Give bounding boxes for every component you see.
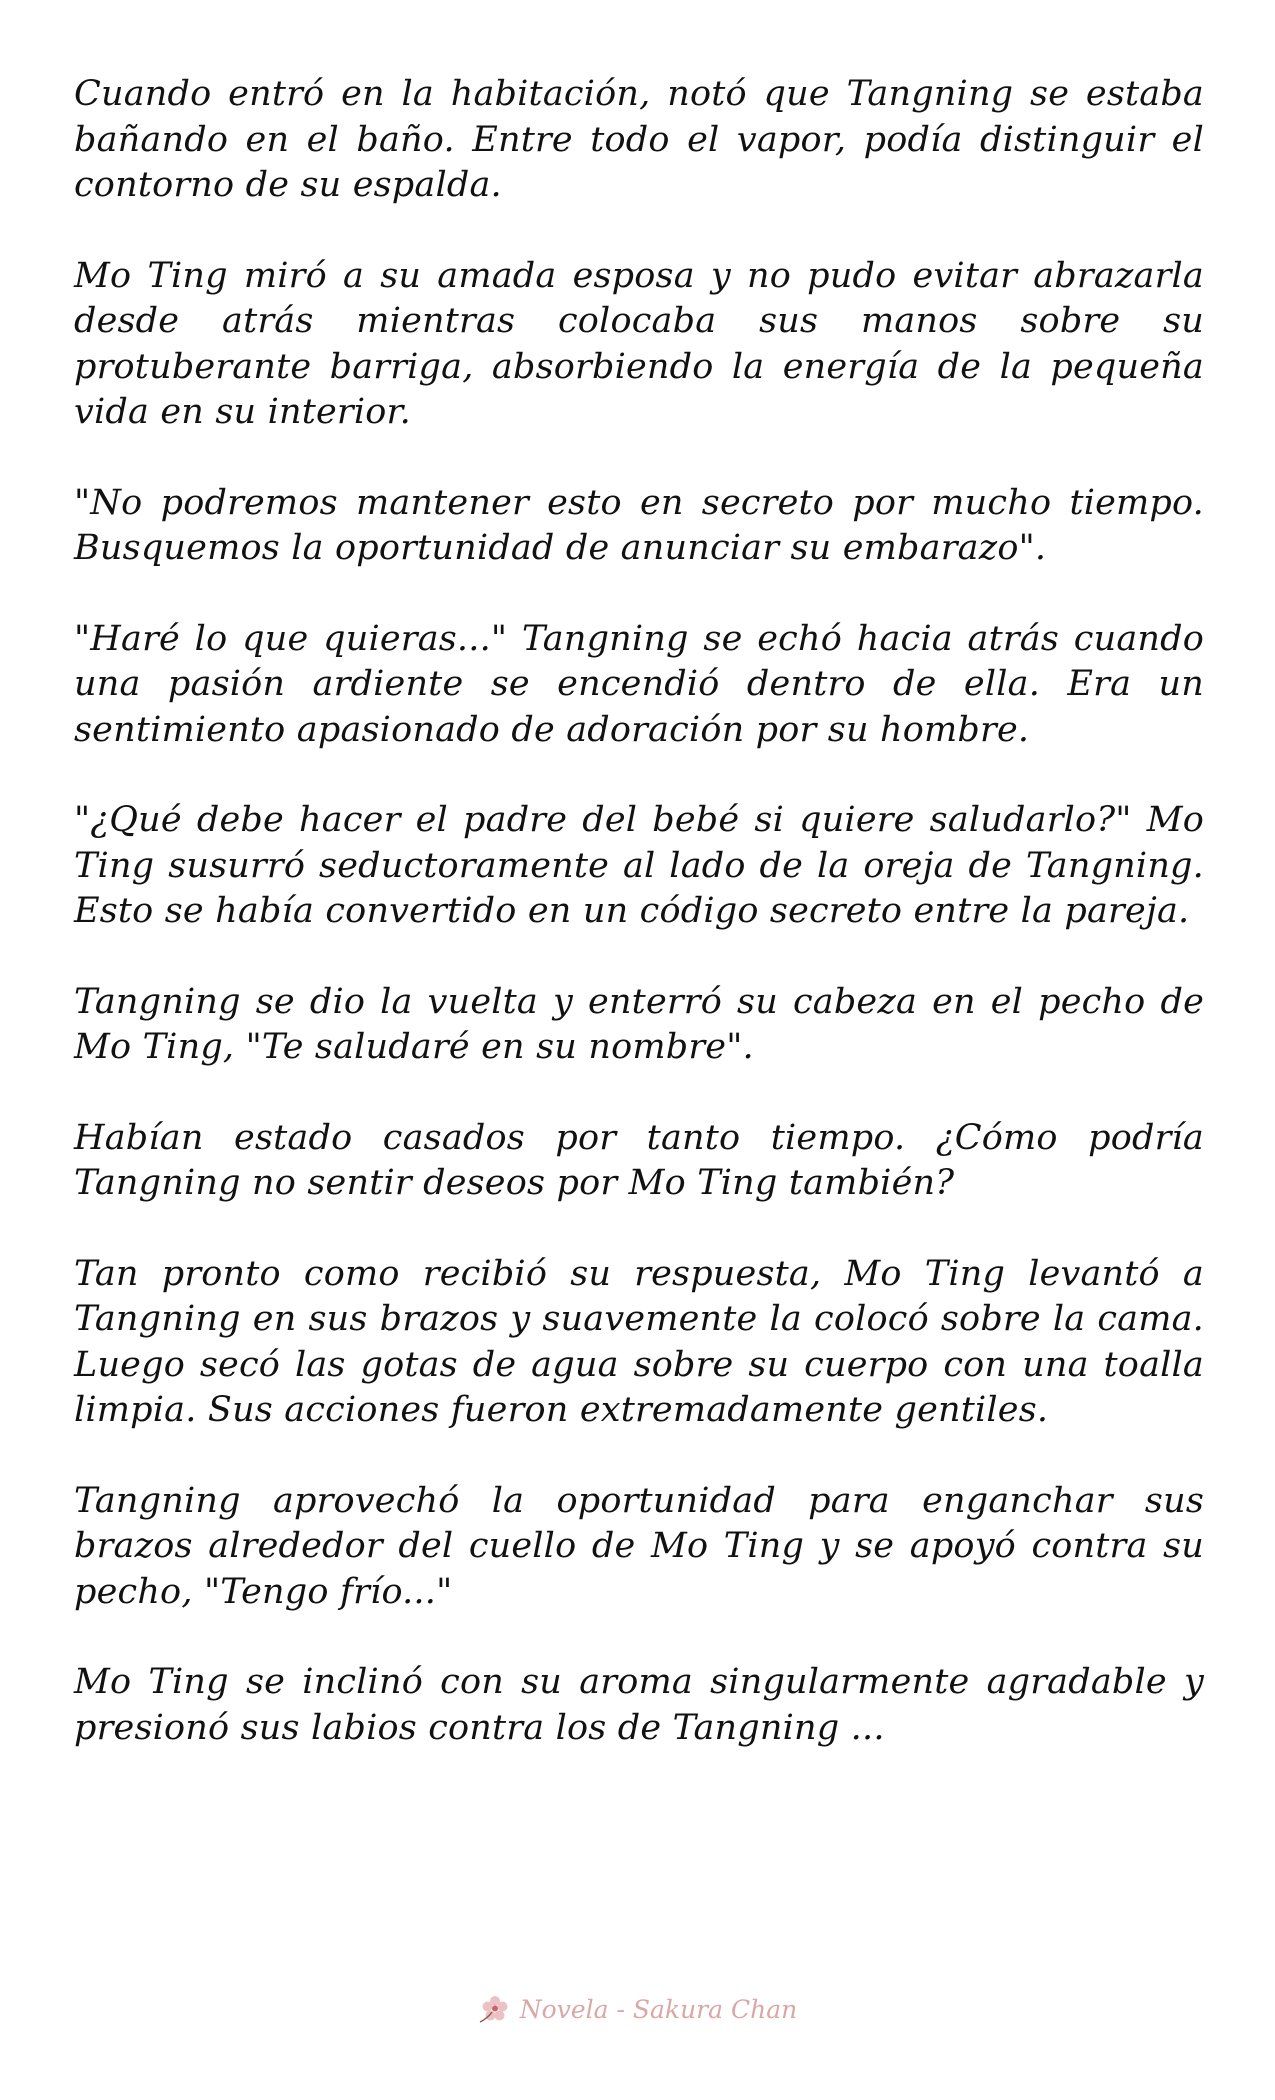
paragraph: Mo Ting miró a su amada esposa y no pudo evitar abrazarla desde atrás mientras colocaba sus manos sobre su protuberante barriga, absorbiendo la energía de la pequeña vida en su interior.: [74, 255, 1204, 432]
paragraph: Cuando entró en la habitación, notó que Tangning se estaba bañando en el baño. Entre todo el vapor, podía distinguir el contorno de su espalda.: [74, 74, 1204, 205]
paragraph: Tangning aprovechó la oportunidad para enganchar sus brazos alrededor del cuello de Mo Ting y se apoyó contra su pecho, "Tengo frío...": [74, 1480, 1204, 1612]
paragraph: "Haré lo que quieras..." Tangning se echó hacia atrás cuando una pasión ardiente se encendió dentro de ella. Era un sentimiento apasionado de adoración por su hombre.: [74, 618, 1204, 750]
paragraph: "No podremos mantener esto en secreto por mucho tiempo. Busquemos la oportunidad de anunciar su embarazo".: [74, 482, 1204, 568]
watermark-footer: [0, 1992, 1275, 2032]
paragraph: Tangning se dio la vuelta y enterró su cabeza en el pecho de Mo Ting, "Te saludaré en su nombre".: [74, 981, 1204, 1067]
paragraph: Mo Ting se inclinó con su aroma singularmente agradable y presionó sus labios contra los de Tangning ...: [74, 1662, 1204, 1748]
sakura-flower-icon: [478, 1992, 512, 2026]
paragraph: Habían estado casados por tanto tiempo. ¿Cómo podría Tangning no sentir deseos por Mo Ting también?: [74, 1117, 1204, 1203]
paragraph: Tan pronto como recibió su respuesta, Mo Ting levantó a Tangning en sus brazos y suavemente la colocó sobre la cama. Luego secó las gotas de agua sobre su cuerpo con una toalla limpia. Sus acciones fueron extremadamente gentiles.: [74, 1253, 1204, 1430]
document-body: [74, 72, 1204, 1796]
paragraph: "¿Qué debe hacer el padre del bebé si quiere saludarlo?" Mo Ting susurró seductoramente al lado de la oreja de Tangning. Esto se había convertido en un código secreto entre la pareja.: [74, 800, 1204, 931]
watermark-text: Novela - Sakura Chan: [519, 1994, 798, 2024]
